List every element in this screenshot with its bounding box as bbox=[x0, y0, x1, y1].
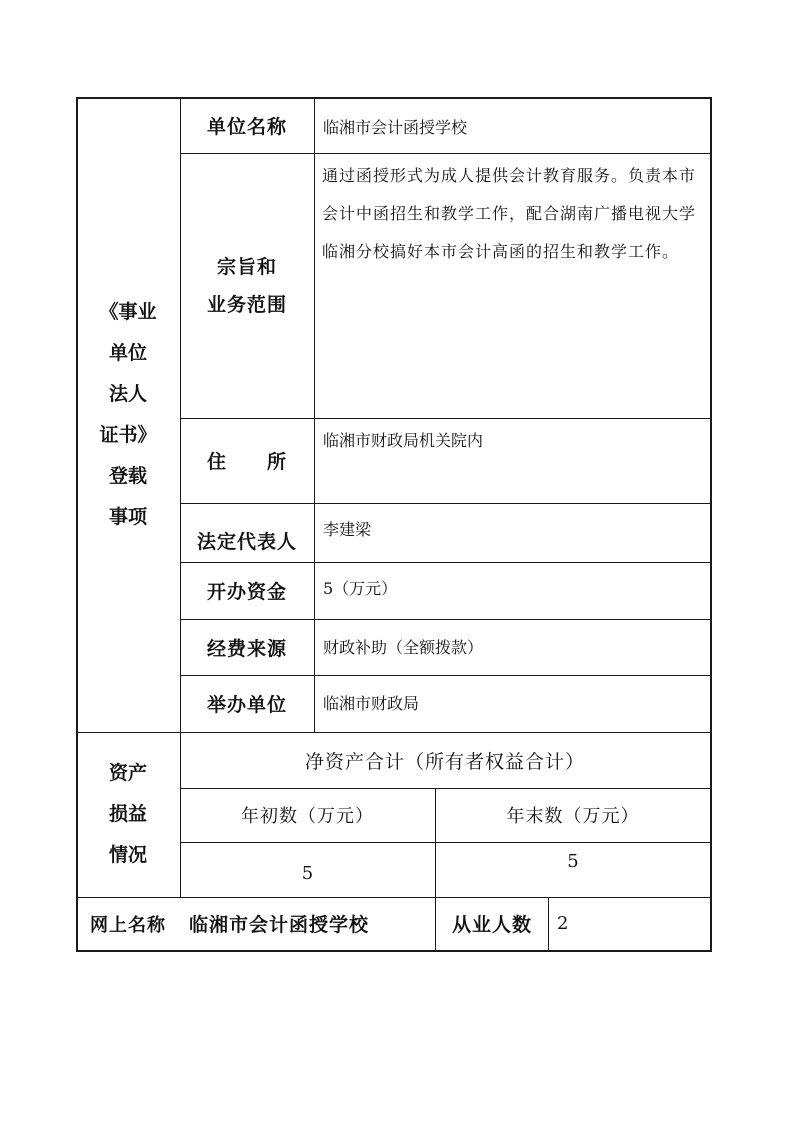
online-name-value: 临湘市会计函授学校 bbox=[189, 914, 370, 936]
registration-section-label bbox=[76, 97, 180, 732]
purpose-label-line: 宗旨和 bbox=[216, 255, 277, 278]
funding-label: 经费来源 bbox=[206, 637, 287, 660]
staff-count-label: 从业人数 bbox=[451, 914, 532, 936]
legal-rep-value: 李建梁 bbox=[323, 520, 372, 539]
assets-label-line: 资产 bbox=[108, 762, 147, 784]
assets-section-label bbox=[76, 732, 180, 897]
purpose-value: 通过函授形式为成人提供会计教育服务。负责本市会计中函招生和教学工作，配合湖南广播电视大学临湘分校搞好本市会计高函的招生和教学工作。 bbox=[322, 166, 697, 261]
assets-label-line: 情况 bbox=[108, 844, 147, 866]
sponsor-value: 临湘市财政局 bbox=[323, 694, 420, 713]
unit-name-label: 单位名称 bbox=[206, 115, 287, 138]
address-value: 临湘市财政局机关院内 bbox=[323, 431, 484, 450]
end-year-label: 年末数（万元） bbox=[506, 806, 640, 827]
capital-label: 开办资金 bbox=[206, 581, 287, 603]
legal-rep-label: 法定代表人 bbox=[196, 531, 297, 553]
registration-table bbox=[76, 97, 712, 952]
section-label-line: 单位 bbox=[108, 341, 147, 364]
begin-year-label: 年初数（万元） bbox=[241, 806, 374, 827]
purpose-label-line: 业务范围 bbox=[206, 293, 287, 316]
capital-value: 5（万元） bbox=[323, 579, 398, 598]
section-label-line: 证书》 bbox=[99, 423, 157, 446]
section-label-line: 《事业 bbox=[99, 300, 157, 323]
funding-value: 财政补助（全额拨款） bbox=[323, 638, 484, 657]
border-bottom bbox=[76, 950, 712, 952]
net-assets-header: 净资产合计（所有者权益合计） bbox=[304, 750, 585, 773]
address-label: 住 所 bbox=[206, 451, 287, 473]
staff-count-value: 2 bbox=[557, 913, 569, 934]
section-label-line: 事项 bbox=[108, 505, 147, 528]
online-name-label: 网上名称 bbox=[90, 914, 166, 936]
section-label-line: 法人 bbox=[108, 382, 147, 405]
section-label-line: 登载 bbox=[108, 464, 147, 487]
purpose-label bbox=[180, 153, 314, 418]
sponsor-label: 举办单位 bbox=[206, 694, 287, 716]
end-year-value: 5 bbox=[567, 851, 579, 872]
assets-label-line: 损益 bbox=[108, 803, 147, 825]
begin-year-value: 5 bbox=[301, 863, 314, 884]
border-right bbox=[710, 97, 712, 952]
unit-name-value: 临湘市会计函授学校 bbox=[323, 118, 468, 137]
